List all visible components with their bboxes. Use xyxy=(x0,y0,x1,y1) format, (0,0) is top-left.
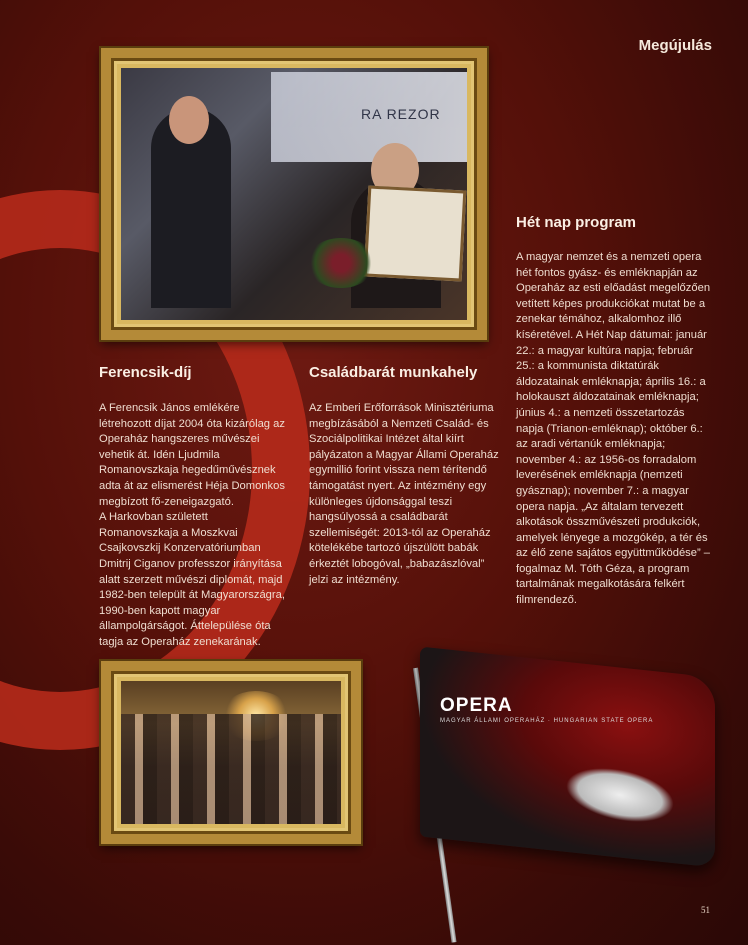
het-nap-body xyxy=(516,250,712,609)
seated-audience xyxy=(121,714,341,824)
opera-flag-logo: OPERA xyxy=(440,695,513,716)
screen-text: RA REZOR xyxy=(361,106,441,122)
het-nap-paragraph-1: A magyar nemzet és a nemzeti opera hét fontos gyász- és emléknapján az Operaház az esti előadást megelőzően vetített képes produkciókat mutat be a zenekar témához, alkalomhoz illő kíséretével. A Hét Nap dátumai: január 22.: a magyar kultúra napja; február 25.: a kommunista diktatúrák áldozatainak emléknapja; április 16.: a holokauszt áldozatainak emléknapja; június 4.: a nemzeti összetartozás napja (Trianon-emléknap); október 6.: az aradi vértanúk emléknapja; november 4.: az 1956-os forradalom leverésének emléknapja (nemzeti gyásznap); november 7.: a magyar opera napja. „Az általam tervezett alkotások összművészeti produkciók, amelyek lényege a mozgókép, a tér és az élő zene sajátos együttműködése” – fogalmaz M. Tóth Géza, a program tartalmának megalkotására felkért filmrendező. xyxy=(516,251,711,607)
award-certificate xyxy=(364,185,467,281)
ferencsik-paragraph-2: A Harkovban született Romanovszkaja a Moszkvai Csajkovszkij Konzervatóriumban Dmitrij Ciganov professzor irányítása alatt szerzett művészi diplomát, majd 1982-ben települt át Magyarországra, 1990-ben kapott magyar állampolgárságot. Áttelepülése óta tagja az Operaház zenekarának. xyxy=(99,511,285,648)
projection-screen xyxy=(271,72,467,162)
ferencsik-paragraph-1: A Ferencsik János emlékére létrehozott díjat 2004 óta kizárólag az Operaház hangszeres művészei vehetik át. Idén Ljudmila Romanovszkaja hegedűművésznek adta át az elismerést Héja Domonkos megbízott fő-zeneigazgató. xyxy=(99,402,285,508)
audience-photo-frame xyxy=(101,661,361,844)
page-number: 51 xyxy=(701,905,710,915)
csaladbarat-body xyxy=(309,401,499,588)
award-ceremony-photo xyxy=(121,68,467,320)
ferencsik-heading: Ferencsik-díj xyxy=(99,364,192,381)
baby-flag xyxy=(420,646,715,867)
csaladbarat-heading: Családbarát munkahely xyxy=(309,364,478,381)
man-head xyxy=(169,96,209,144)
opera-flag-subtitle: MAGYAR ÁLLAMI OPERAHÁZ · HUNGARIAN STATE OPERA xyxy=(440,718,654,724)
csaladbarat-paragraph-1: Az Emberi Erőforrások Minisztériuma megbízásából a Nemzeti Család- és Szociálpolitikai Intézet által kiírt pályázaton a Magyar Állami Operaház egymillió forint vissza nem térítendő támogatást nyert. Az intézmény egy különleges újdonsággal teszi hangsúlyossá a családbarát szellemiségét: 2013-tól az Operaház kötelékébe tartozó újszülött babák érkeztét lobogóval, „babazászlóval” jelzi az intézmény. xyxy=(309,402,499,586)
het-nap-heading: Hét nap program xyxy=(516,214,637,231)
award-photo-frame xyxy=(101,48,487,340)
ferencsik-body xyxy=(99,401,289,651)
opera-audience-photo xyxy=(121,681,341,824)
flower-bouquet xyxy=(306,238,376,288)
section-label: Megújulás xyxy=(638,37,712,54)
